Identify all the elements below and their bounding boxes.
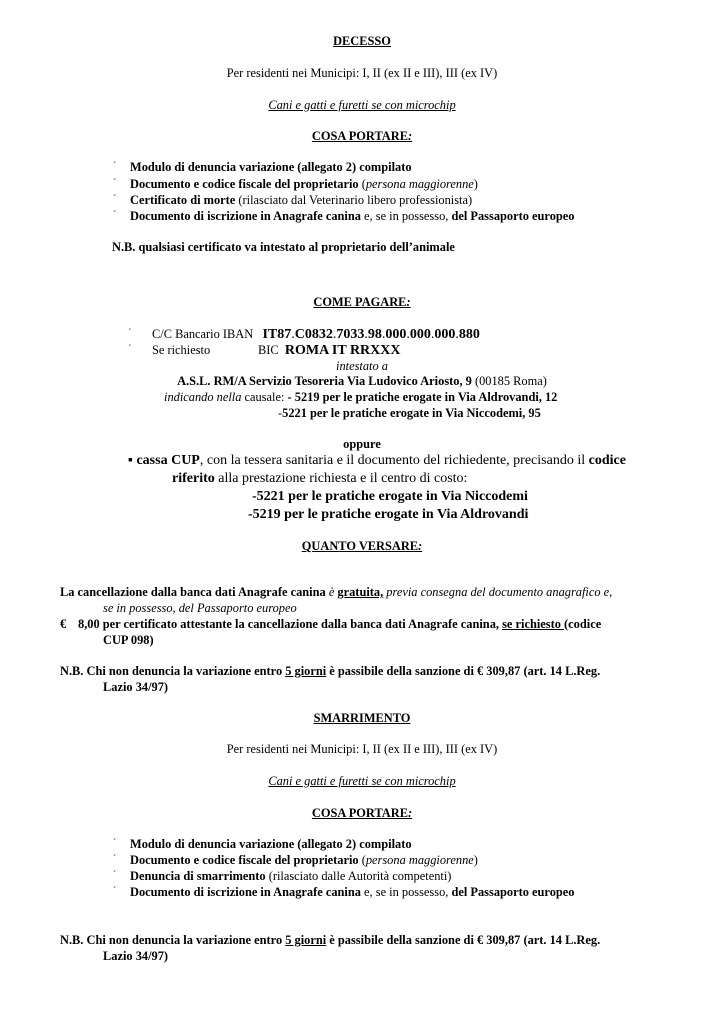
bullet-icon: ´ [113,870,117,881]
cup-line: ▪ cassa CUP, con la tessera sanitaria e il documento del richiedente, precisando il codice [128,453,626,468]
square-bullet-icon: ▪ [128,453,133,468]
iban-value: IT87.C0832.7033.98.000.000.000.880 [262,327,480,342]
list-item: Documento di iscrizione in Anagrafe canina e, se in possesso, del Passaporto europeo [130,885,575,899]
section-title-decesso: DECESSO [333,34,391,48]
list-item: Denuncia di smarrimento (rilasciato dalle Autorità competenti) [130,869,452,883]
cup-code-aldrovandi: -5219 per le pratiche erogate in Via Aldrovandi [248,507,529,522]
iban-line: C/C Bancario IBAN IT87.C0832.7033.98.000.000.000.880 [152,327,480,342]
nb-sanction-note-2: Lazio 34/97) [103,680,169,694]
bullet-icon: ´ [113,886,117,897]
list-item: Certificato di morte (rilasciato dal Veterinario libero professionista) [130,193,473,207]
bullet-icon: ´ [128,344,132,355]
certificate-fee-line: 8,00 per certificato attestante la cancellazione dalla banca dati Anagrafe canina, se richiesto (codice [78,617,602,631]
cup-line-2: riferito alla prestazione richiesta e il centro di costo: [172,471,468,486]
euro-sign: € [60,617,67,631]
certificate-fee-line-2: CUP 098) [103,633,154,647]
intestato-label: intestato a [336,359,388,373]
bullet-icon: ´ [113,194,117,205]
cosa-portare-heading: COSA PORTARE: [311,129,413,143]
cosa-portare-heading: COSA PORTARE: [311,806,413,820]
bullet-icon: ´ [113,178,117,189]
list-item: Documento e codice fiscale del proprietario (persona maggiorenne) [130,853,478,867]
list-item: Documento e codice fiscale del proprietario (persona maggiorenne) [130,177,478,191]
nb-sanction-note-2: Lazio 34/97) [103,949,169,963]
list-item: Modulo di denuncia variazione (allegato 2) compilato [130,160,412,174]
pets-note: Cani e gatti e furetti se con microchip [268,98,456,112]
causale-line: indicando nella causale: - 5219 per le pratiche erogate in Via Aldrovandi, 12 [164,390,558,404]
bullet-icon: ´ [113,854,117,865]
cup-code-niccodemi: -5221 per le pratiche erogate in Via Niccodemi [252,489,528,504]
bullet-icon: ´ [113,838,117,849]
list-item: Documento di iscrizione in Anagrafe canina e, se in possesso, del Passaporto europeo [130,209,575,223]
pets-note: Cani e gatti e furetti se con microchip [268,774,456,788]
nb-sanction-note: N.B. Chi non denuncia la variazione entro 5 giorni è passibile della sanzione di € 309,87 (art. 14 L.Reg. [60,664,601,678]
bic-label: Se richiesto [152,343,211,357]
section-title-versare: QUANTO VERSARE: [301,539,423,553]
section-title-pagare: COME PAGARE: [313,295,411,309]
list-item: Modulo di denuncia variazione (allegato 2) compilato [130,837,412,851]
cancellazione-line: La cancellazione dalla banca dati Anagrafe canina è gratuita, previa consegna del documento anagrafico e, [60,585,613,599]
residents-note: Per residenti nei Municipi: I, II (ex II e III), III (ex IV) [226,66,498,80]
cancellazione-line-2: se in possesso, del Passaporto europeo [103,601,297,615]
oppure-label: oppure [343,437,381,451]
bullet-icon: ´ [128,328,132,339]
nb-sanction-note: N.B. Chi non denuncia la variazione entro 5 giorni è passibile della sanzione di € 309,87 (art. 14 L.Reg. [60,933,601,947]
asl-address: A.S.L. RM/A Servizio Tesoreria Via Ludovico Ariosto, 9 (00185 Roma) [177,374,547,388]
bullet-icon: ´ [113,210,117,221]
bic-line: BIC ROMA IT RRXXX [258,343,401,358]
residents-note: Per residenti nei Municipi: I, II (ex II e III), III (ex IV) [226,742,498,756]
nb-certificate-note: N.B. qualsiasi certificato va intestato al proprietario dell’animale [112,240,455,254]
section-title-smarrimento: SMARRIMENTO [313,711,411,725]
causale-line-2: -5221 per le pratiche erogate in Via Niccodemi, 95 [278,406,541,420]
bullet-icon: ´ [113,161,117,172]
